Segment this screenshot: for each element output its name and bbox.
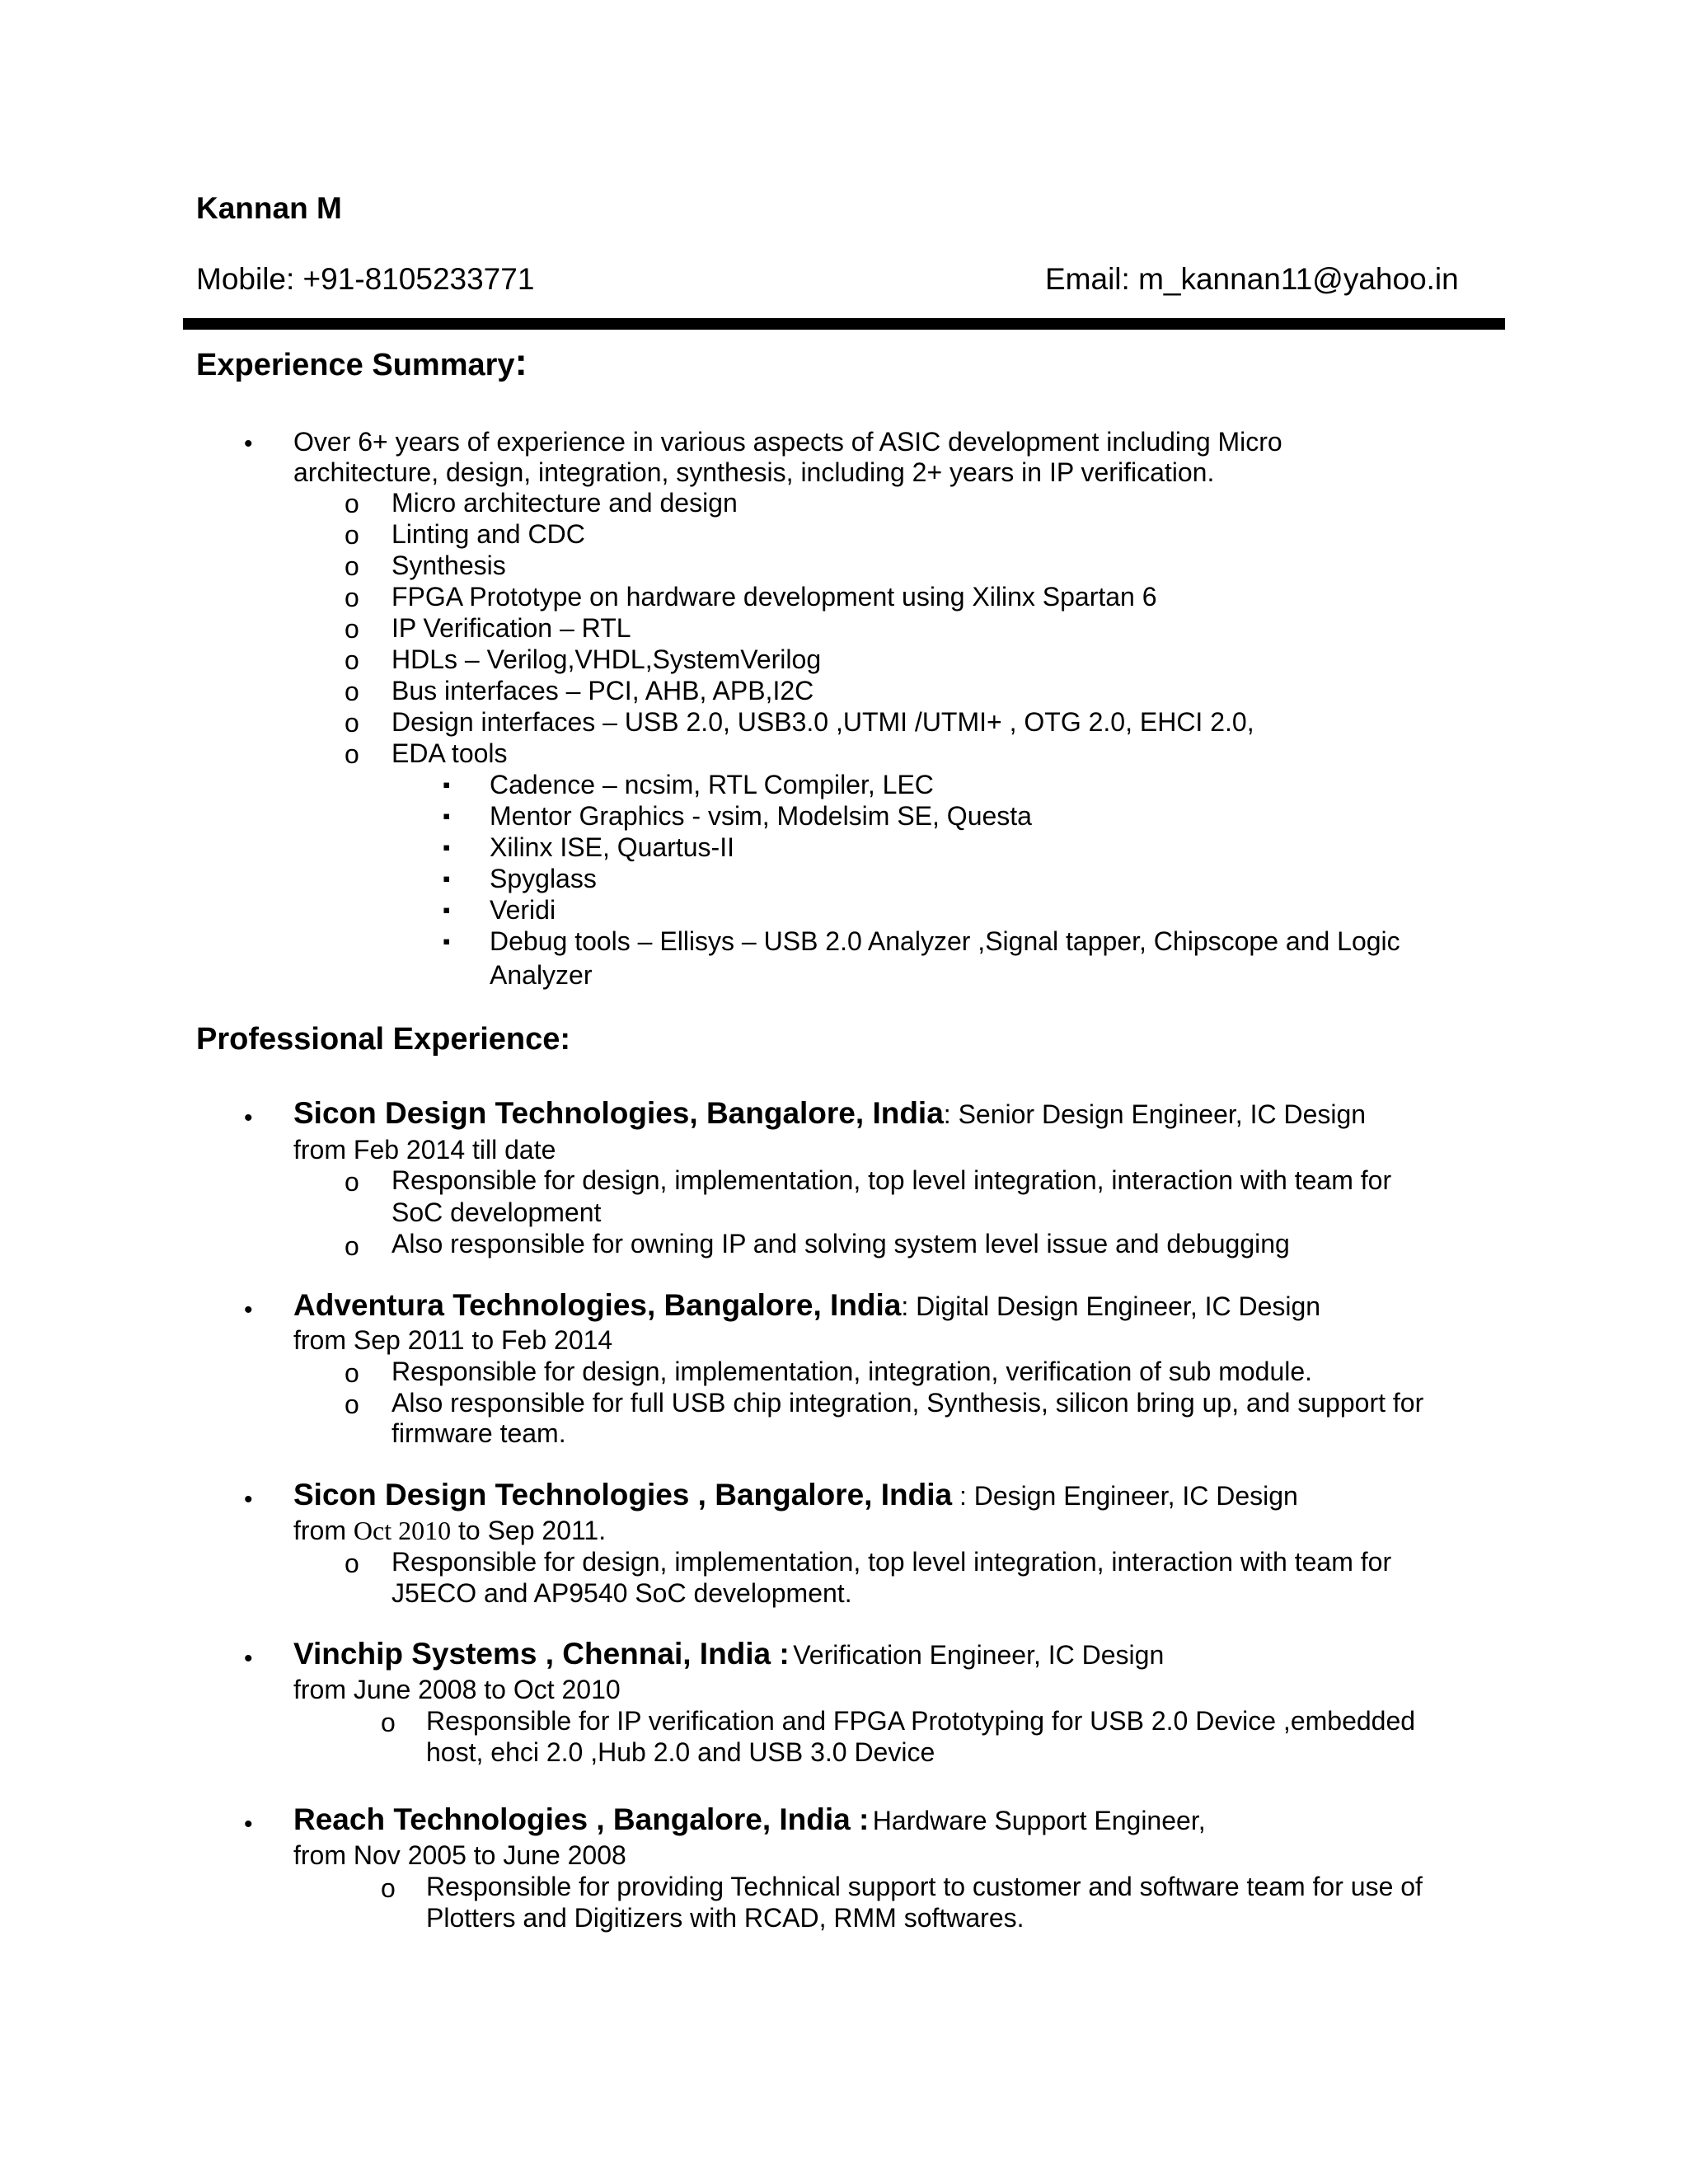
square-bullet-icon: ▪ bbox=[443, 866, 451, 891]
tool-item: Mentor Graphics - vsim, Modelsim SE, Questa bbox=[490, 801, 1032, 831]
circle-bullet-icon: o bbox=[345, 1390, 359, 1419]
tool-item: Debug tools – Ellisys – USB 2.0 Analyzer ,Signal tapper, Chipscope and Logic bbox=[490, 926, 1400, 956]
tool-item: Cadence – ncsim, RTL Compiler, LEC bbox=[490, 770, 934, 799]
bullet-icon: • bbox=[244, 1486, 253, 1513]
job-responsibility: Responsible for providing Technical support to customer and software team for use of bbox=[426, 1872, 1423, 1901]
job-dates: from Sep 2011 to Feb 2014 bbox=[293, 1325, 613, 1355]
summary-item: FPGA Prototype on hardware development using Xilinx Spartan 6 bbox=[392, 582, 1157, 612]
circle-bullet-icon: o bbox=[345, 1167, 359, 1197]
header-divider bbox=[183, 318, 1505, 330]
tool-item: Xilinx ISE, Quartus-II bbox=[490, 832, 734, 862]
circle-bullet-icon: o bbox=[345, 583, 359, 612]
job-responsibility-continued: SoC development bbox=[392, 1197, 602, 1227]
job-role: Digital Design Engineer, IC Design bbox=[916, 1291, 1321, 1321]
bullet-icon: • bbox=[244, 1296, 253, 1324]
bullet-icon: • bbox=[244, 1811, 253, 1838]
circle-bullet-icon: o bbox=[345, 489, 359, 518]
square-bullet-icon: ▪ bbox=[443, 835, 451, 860]
circle-bullet-icon: o bbox=[345, 708, 359, 738]
job-responsibility: Responsible for IP verification and FPGA Prototyping for USB 2.0 Device ,embedded bbox=[426, 1706, 1416, 1736]
circle-bullet-icon: o bbox=[345, 1231, 359, 1261]
summary-intro-line-2: architecture, design, integration, synthesis, including 2+ years in IP verification. bbox=[293, 457, 1215, 487]
company-name: Vinchip Systems , Chennai, India : bbox=[293, 1637, 790, 1671]
job-header bbox=[293, 1288, 1320, 1323]
circle-bullet-icon: o bbox=[345, 614, 359, 644]
job-responsibility-continued: host, ehci 2.0 ,Hub 2.0 and USB 3.0 Device bbox=[426, 1737, 935, 1767]
job-responsibility-continued: firmware team. bbox=[392, 1418, 566, 1448]
summary-item: EDA tools bbox=[392, 738, 508, 768]
job-dates: from Feb 2014 till date bbox=[293, 1135, 556, 1165]
tool-item: Spyglass bbox=[490, 864, 597, 893]
job-responsibility: Also responsible for full USB chip integration, Synthesis, silicon bring up, and support for bbox=[392, 1388, 1424, 1418]
job-dates: from June 2008 to Oct 2010 bbox=[293, 1675, 621, 1704]
circle-bullet-icon: o bbox=[345, 1358, 359, 1388]
summary-item: Bus interfaces – PCI, AHB, APB,I2C bbox=[392, 676, 814, 705]
experience-summary-heading bbox=[196, 340, 528, 384]
summary-intro-line-1: Over 6+ years of experience in various aspects of ASIC development including Micro bbox=[293, 427, 1282, 457]
circle-bullet-icon: o bbox=[345, 677, 359, 706]
job-header bbox=[293, 1802, 1206, 1837]
summary-item: Design interfaces – USB 2.0, USB3.0 ,UTMI /UTMI+ , OTG 2.0, EHCI 2.0, bbox=[392, 707, 1254, 737]
job-header bbox=[293, 1637, 1164, 1671]
summary-item: IP Verification – RTL bbox=[392, 613, 631, 643]
circle-bullet-icon: o bbox=[381, 1708, 396, 1737]
candidate-name: Kannan M bbox=[196, 191, 342, 225]
bullet-icon: • bbox=[244, 1104, 253, 1132]
square-bullet-icon: ▪ bbox=[443, 929, 451, 954]
job-dates bbox=[293, 1515, 606, 1546]
tool-item-continued: Analyzer bbox=[490, 960, 593, 990]
summary-item: Micro architecture and design bbox=[392, 488, 738, 518]
circle-bullet-icon: o bbox=[381, 1873, 396, 1903]
job-responsibility: Responsible for design, implementation, top level integration, interaction with team for bbox=[392, 1165, 1392, 1195]
job-header bbox=[293, 1478, 1298, 1512]
job-role: Hardware Support Engineer, bbox=[872, 1806, 1206, 1835]
company-separator: : bbox=[952, 1481, 974, 1511]
job-dates-end: to Sep 2011. bbox=[451, 1516, 607, 1545]
tool-item: Veridi bbox=[490, 895, 556, 925]
circle-bullet-icon: o bbox=[345, 1549, 359, 1578]
job-role: Design Engineer, IC Design bbox=[973, 1481, 1298, 1511]
company-name: Sicon Design Technologies , Bangalore, India bbox=[293, 1478, 953, 1511]
company-name: Reach Technologies , Bangalore, India : bbox=[293, 1802, 870, 1836]
summary-item: Synthesis bbox=[392, 551, 506, 580]
company-separator: : bbox=[943, 1099, 959, 1129]
circle-bullet-icon: o bbox=[345, 520, 359, 550]
company-name: Sicon Design Technologies, Bangalore, India bbox=[293, 1096, 944, 1130]
job-dates: from Nov 2005 to June 2008 bbox=[293, 1840, 626, 1870]
job-responsibility: Responsible for design, implementation, top level integration, interaction with team for bbox=[392, 1547, 1392, 1577]
job-role: Verification Engineer, IC Design bbox=[793, 1640, 1165, 1670]
job-role: Senior Design Engineer, IC Design bbox=[958, 1099, 1367, 1129]
job-responsibility-continued: Plotters and Digitizers with RCAD, RMM softwares. bbox=[426, 1903, 1025, 1933]
job-dates-prefix: from bbox=[293, 1516, 354, 1545]
company-separator: : bbox=[901, 1291, 917, 1321]
job-responsibility: Also responsible for owning IP and solving system level issue and debugging bbox=[392, 1229, 1290, 1258]
mobile-number: Mobile: +91-8105233771 bbox=[196, 262, 535, 296]
summary-item: Linting and CDC bbox=[392, 519, 585, 549]
email-address: Email: m_kannan11@yahoo.in bbox=[1045, 262, 1459, 296]
circle-bullet-icon: o bbox=[345, 551, 359, 581]
bullet-icon: • bbox=[244, 1645, 253, 1672]
square-bullet-icon: ▪ bbox=[443, 898, 451, 922]
summary-item: HDLs – Verilog,VHDL,SystemVerilog bbox=[392, 644, 822, 674]
company-name: Adventura Technologies, Bangalore, India bbox=[293, 1288, 902, 1322]
experience-summary-heading-text: Experience Summary bbox=[196, 348, 515, 382]
square-bullet-icon: ▪ bbox=[443, 804, 451, 828]
bullet-icon: • bbox=[244, 430, 253, 457]
square-bullet-icon: ▪ bbox=[443, 772, 451, 797]
job-responsibility-continued: J5ECO and AP9540 SoC development. bbox=[392, 1578, 852, 1608]
job-header bbox=[293, 1096, 1366, 1131]
circle-bullet-icon: o bbox=[345, 739, 359, 769]
professional-experience-heading: Professional Experience: bbox=[196, 1022, 571, 1057]
job-dates-start: Oct 2010 bbox=[353, 1516, 452, 1545]
circle-bullet-icon: o bbox=[345, 645, 359, 675]
job-responsibility: Responsible for design, implementation, integration, verification of sub module. bbox=[392, 1357, 1313, 1386]
experience-summary-colon: : bbox=[514, 340, 528, 383]
